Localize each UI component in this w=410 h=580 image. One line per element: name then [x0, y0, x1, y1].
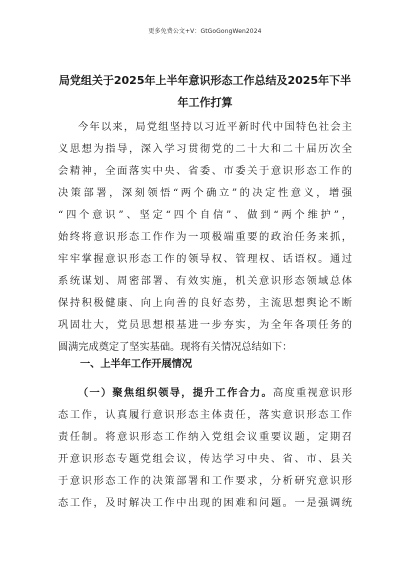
paragraph-line: 态工作，认真履行意识形态主体责任，落实意识形态工作	[58, 410, 352, 421]
header-note: 更多免费公文+V：GtGoGongWen2024	[148, 28, 262, 35]
intro-line: 决策部署，深刻领悟“两个确立”的决定性意义，增强	[58, 188, 352, 199]
section-paragraph	[58, 383, 352, 515]
document-title-line-1: 局党组关于2025年上半年意识形态工作总结及2025年下半	[58, 74, 352, 87]
paragraph-line: 态工作，及时解决工作中出现的困难和问题。一是强调统	[58, 498, 352, 509]
paragraph-line: 开意识形态专题党组会议，传达学习中央、省、市、县关	[58, 454, 352, 465]
paragraph-line: 责任制。将意识形态工作纳入党组会议重要议题，定期召	[58, 432, 352, 443]
subsection-heading: （一）聚焦组织领导，提升工作合力。	[78, 388, 273, 399]
intro-line: 巩固壮大，党员思想根基进一步夯实，为全年各项任务的	[58, 320, 352, 331]
document-title-line-2: 年工作打算	[177, 96, 233, 109]
paragraph-first-line	[58, 383, 352, 405]
intro-line: 系统谋划、周密部署、有效实施，机关意识形态领域总体	[58, 276, 352, 287]
intro-line: 始终将意识形态工作作为一项极端重要的政治任务来抓，	[58, 232, 352, 243]
intro-line: 今年以来，局党组坚持以习近平新时代中国特色社会主	[78, 122, 352, 133]
paragraph-line: 于意识形态工作的决策部署和工作要求，分析研究意识形	[58, 476, 352, 487]
intro-paragraph	[58, 117, 352, 359]
intro-line: 义思想为指导，深入学习贯彻党的二十大和二十届历次全	[58, 144, 352, 155]
intro-line: 会精神，全面落实中央、省委、市委关于意识形态工作的	[58, 166, 352, 177]
intro-line: “四个意识”、坚定“四个自信”、做到“两个维护”，	[58, 210, 352, 221]
intro-line: 保持积极健康、向上向善的良好态势，主流思想舆论不断	[58, 298, 352, 309]
intro-line: 牢牢掌握意识形态工作的领导权、管理权、话语权。通过	[58, 254, 352, 265]
document-title	[56, 70, 354, 114]
intro-line: 圆满完成奠定了坚实基础。现将有关情况总结如下：	[58, 342, 293, 353]
paragraph-text: 高度重视意识形	[273, 388, 352, 399]
section-heading: 一、上半年工作开展情况	[80, 359, 193, 370]
